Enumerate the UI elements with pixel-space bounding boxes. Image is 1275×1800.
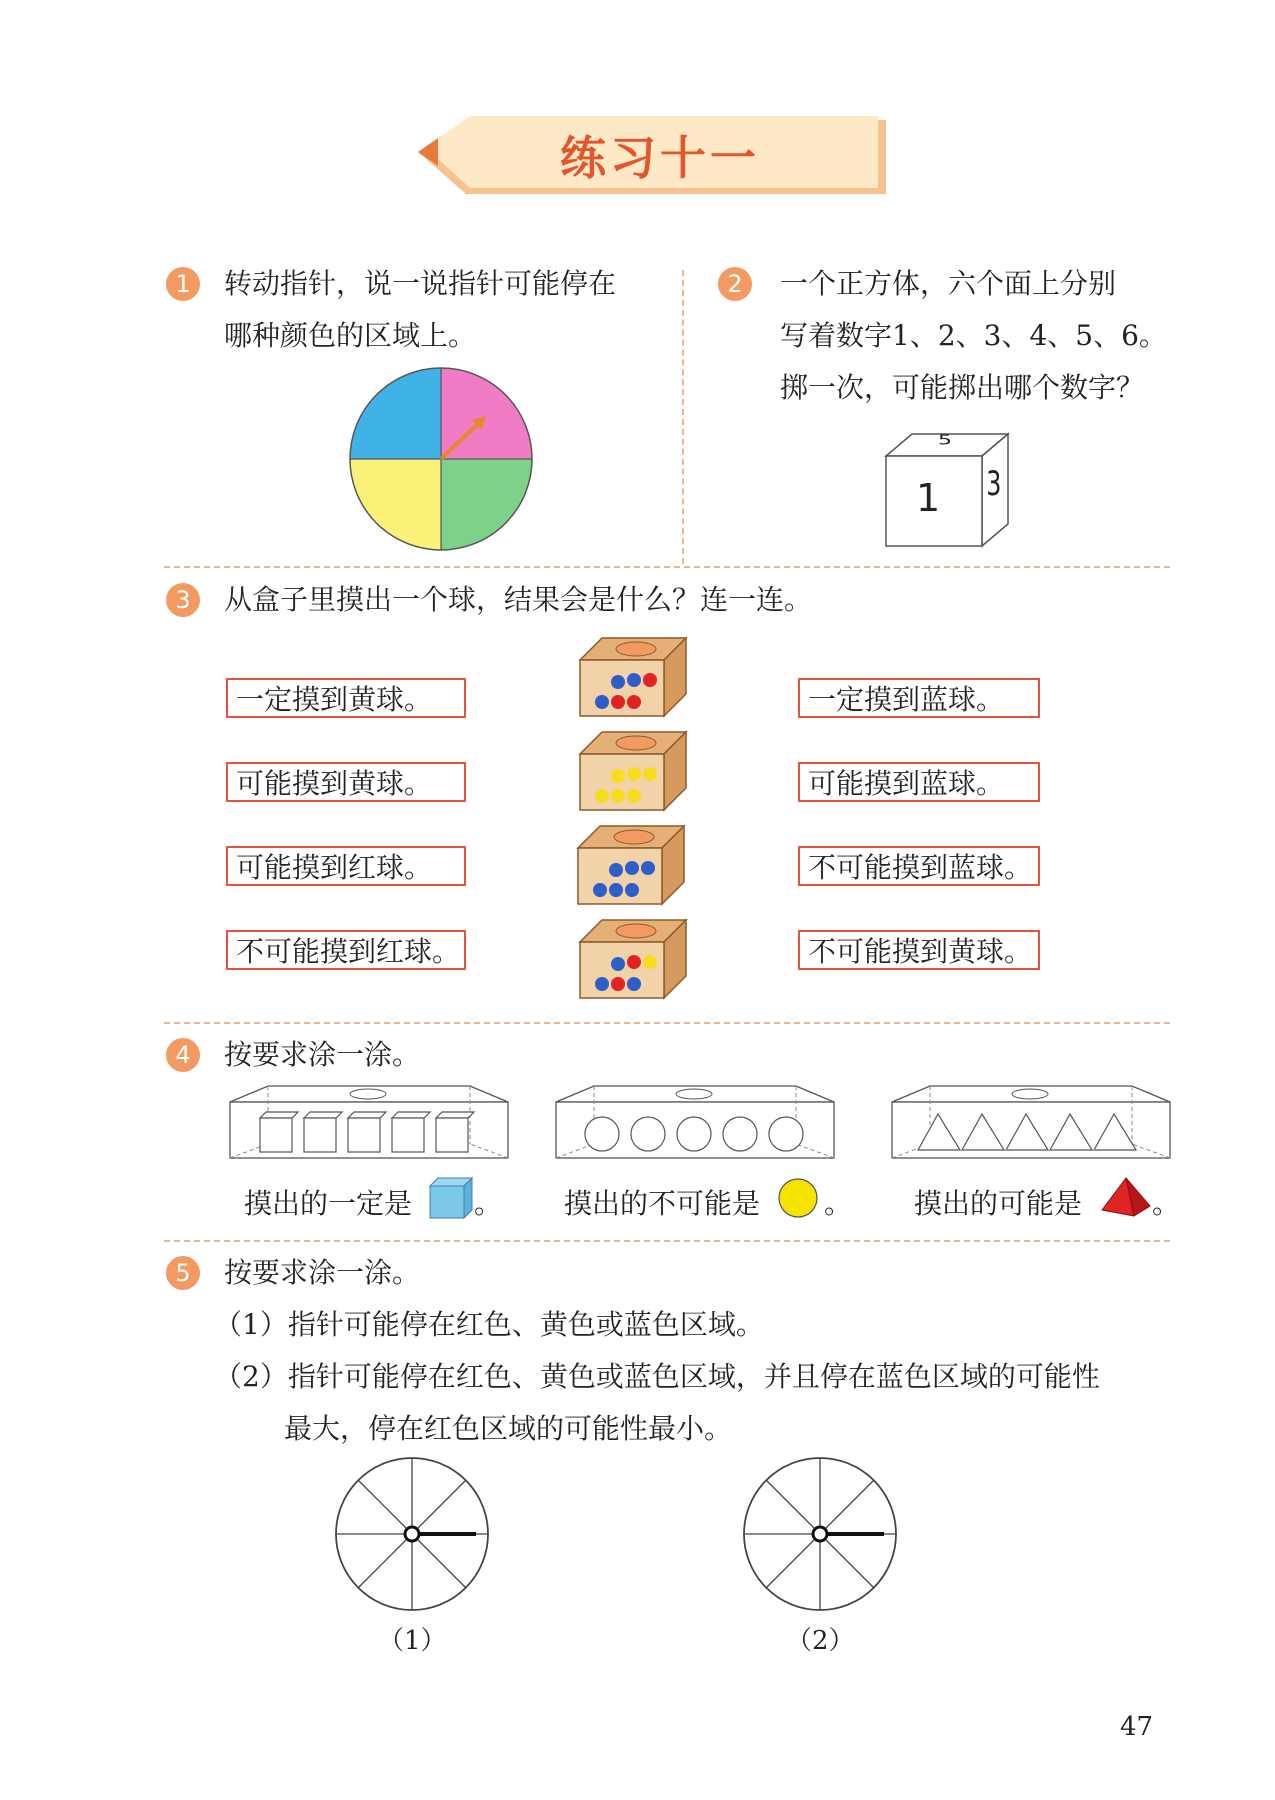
spinner-label-2: （2）	[786, 1626, 855, 1656]
divider-1	[164, 566, 1170, 568]
blue-cube-icon	[428, 1176, 474, 1220]
divider-q1-q2	[682, 270, 684, 564]
q3-right-option-1[interactable]: 一定摸到蓝球。	[798, 678, 1040, 718]
q4-caption-2: 摸出的不可能是	[564, 1187, 761, 1220]
q5-item-1: （1）指针可能停在红色、黄色或蓝色区域。	[214, 1308, 764, 1341]
q3-right-option-2[interactable]: 可能摸到蓝球。	[798, 762, 1040, 802]
q4-caption-1: 摸出的一定是	[244, 1187, 413, 1220]
question-number-1: 1	[166, 267, 200, 301]
yellow-ball-icon	[776, 1176, 820, 1220]
q3-left-option-2[interactable]: 可能摸到黄球。	[226, 762, 466, 802]
blank-spinner-1[interactable]	[334, 1456, 490, 1612]
q5-item-2b: 最大，停在红色区域的可能性最小。	[284, 1412, 733, 1445]
ball-box-2	[578, 730, 688, 812]
q1-line2: 哪种颜色的区域上。	[224, 319, 477, 352]
cube-side-number: 3	[986, 464, 1002, 504]
q3-right-option-3[interactable]: 不可能摸到蓝球。	[798, 846, 1040, 886]
ball-box-4	[578, 918, 688, 1000]
ball-box-3	[576, 824, 686, 906]
divider-2	[164, 1022, 1170, 1024]
q3-text: 从盒子里摸出一个球，结果会是什么？连一连。	[224, 583, 813, 616]
page-title: 练习十一	[560, 131, 760, 185]
q4-box-cubes	[228, 1084, 510, 1164]
q3-left-option-3[interactable]: 可能摸到红球。	[226, 846, 466, 886]
q4-caption-2-end: 。	[824, 1187, 853, 1220]
red-pyramid-icon	[1100, 1176, 1152, 1220]
q5-text: 按要求涂一涂。	[224, 1256, 421, 1289]
q4-box-pyramids	[890, 1084, 1172, 1164]
question-number-2: 2	[718, 267, 752, 301]
q1-line1: 转动指针，说一说指针可能停在	[224, 267, 617, 300]
question-number-4: 4	[166, 1038, 200, 1072]
q4-box-balls	[554, 1084, 836, 1164]
q4-caption-3: 摸出的可能是	[914, 1187, 1083, 1220]
question-number-5: 5	[166, 1256, 200, 1290]
q5-item-2a: （2）指针可能停在红色、黄色或蓝色区域，并且停在蓝色区域的可能性	[214, 1360, 1100, 1393]
question-number-3: 3	[166, 583, 200, 617]
q2-line2: 写着数字1、2、3、4、5、6。	[780, 319, 1167, 352]
divider-3	[164, 1240, 1170, 1242]
cube-top-number: 5	[938, 433, 952, 448]
q4-text: 按要求涂一涂。	[224, 1038, 421, 1071]
page-number: 47	[1120, 1712, 1154, 1742]
q3-left-option-4[interactable]: 不可能摸到红球。	[226, 930, 466, 970]
q2-line3: 掷一次，可能掷出哪个数字？	[780, 371, 1145, 404]
q4-caption-3-end: 。	[1152, 1187, 1181, 1220]
color-spinner	[348, 366, 534, 552]
ball-box-1	[578, 636, 688, 718]
q2-line1: 一个正方体，六个面上分别	[780, 267, 1117, 300]
spinner-label-1: （1）	[378, 1626, 447, 1656]
cube-front-number: 1	[916, 476, 941, 520]
q3-right-option-4[interactable]: 不可能摸到黄球。	[798, 930, 1040, 970]
q4-caption-1-end: 。	[474, 1187, 503, 1220]
q3-left-option-1[interactable]: 一定摸到黄球。	[226, 678, 466, 718]
blank-spinner-2[interactable]	[742, 1456, 898, 1612]
